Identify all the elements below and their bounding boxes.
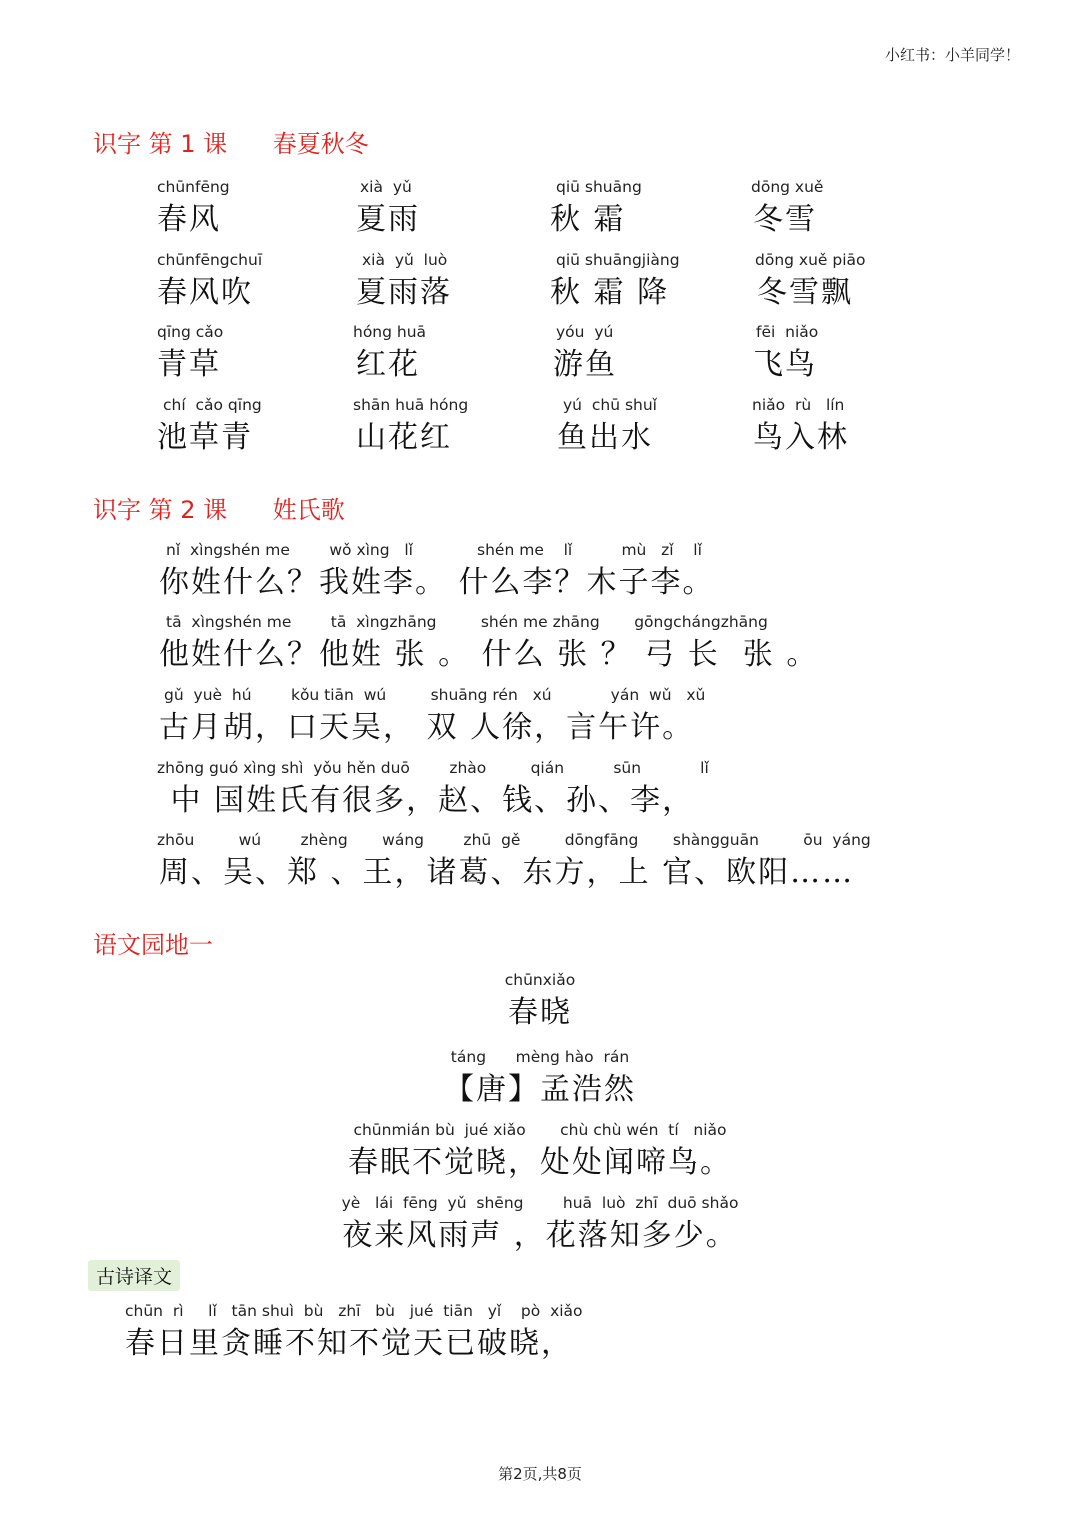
pinyin: chūnfēngchuī — [157, 251, 263, 269]
poem-title: 春晓 — [508, 995, 572, 1030]
verse-line: 古月胡，口天吴， 双 人徐，言午许。 — [159, 710, 695, 745]
word: 秋 霜 降 — [550, 275, 670, 310]
pinyin: dōng xuě — [751, 178, 824, 196]
poem-line-pinyin: yè lái fēng yǔ shēng huā luò zhī duō shǎo — [341, 1194, 739, 1212]
pinyin-line: gǔ yuè hú kǒu tiān wú shuāng rén xú yán wǔ xǔ — [164, 686, 706, 704]
pinyin-line: zhōng guó xìng shì yǒu hěn duō zhào qián sūn lǐ — [157, 759, 709, 777]
lesson2-number: 识字 第 2 课 — [93, 496, 228, 524]
poem-line-pinyin: chūnmián bù jué xiǎo chù chù wén tí niǎo — [353, 1121, 727, 1139]
pinyin-line: zhōu wú zhèng wáng zhū gě dōngfāng shàngguān ōu yáng — [157, 831, 871, 849]
pinyin: yóu yú — [556, 323, 614, 341]
pinyin: qīng cǎo — [157, 323, 224, 341]
word: 青草 — [157, 347, 221, 382]
lesson1-number: 识字 第 1 课 — [93, 130, 228, 158]
lesson2-topic: 姓氏歌 — [272, 496, 345, 524]
translation-badge: 古诗译文 — [88, 1260, 180, 1291]
word: 鱼出水 — [557, 420, 653, 455]
pinyin: niǎo rù lín — [752, 396, 845, 414]
lesson2-title — [93, 490, 345, 525]
pinyin: dōng xuě piāo — [755, 251, 866, 269]
lesson1-title — [93, 124, 369, 159]
word: 秋 霜 — [550, 202, 626, 237]
word: 池草青 — [157, 420, 253, 455]
poem-line: 春眠不觉晓，处处闻啼鸟。 — [348, 1145, 732, 1180]
poem-author-pinyin: táng mèng hào rán — [450, 1048, 630, 1066]
word: 春风吹 — [157, 275, 253, 310]
pinyin-line: nǐ xìngshén me wǒ xìng lǐ shén me lǐ mù zǐ lǐ — [166, 541, 702, 559]
word: 春风 — [157, 202, 221, 237]
pinyin: shān huā hóng — [353, 396, 469, 414]
verse-line: 他姓什么？他姓 张 。 什么 张 ？ 弓 长 张 。 — [159, 637, 819, 672]
pinyin: yú chū shuǐ — [563, 396, 657, 414]
lesson1-topic: 春夏秋冬 — [272, 130, 369, 158]
pinyin: xià yǔ luò — [362, 251, 448, 269]
word: 山花红 — [356, 420, 452, 455]
poem-author: 【唐】孟浩然 — [444, 1072, 636, 1107]
word: 鸟入林 — [753, 420, 849, 455]
garden-title: 语文园地一 — [93, 931, 213, 959]
verse-line: 你姓什么？我姓李。 什么李？木子李。 — [159, 565, 715, 600]
pinyin: xià yǔ — [360, 178, 412, 196]
verse-line: 周、吴、郑 、王，诸葛、东方，上 官、欧阳…… — [159, 855, 855, 890]
word: 飞鸟 — [753, 347, 817, 382]
word: 红花 — [356, 347, 420, 382]
page-number: 第2页,共8页 — [498, 1465, 582, 1483]
pinyin: hóng huā — [353, 323, 427, 341]
pinyin: chí cǎo qīng — [163, 396, 262, 414]
poem-line: 夜来风雨声 ，花落知多少。 — [342, 1218, 738, 1253]
pinyin: fēi niǎo — [756, 323, 819, 341]
word: 夏雨 — [356, 202, 420, 237]
translation-line: 春日里贪睡不知不觉天已破晓， — [125, 1326, 573, 1361]
pinyin: chūnfēng — [157, 178, 230, 196]
word: 冬雪飘 — [757, 275, 853, 310]
word: 游鱼 — [553, 347, 617, 382]
pinyin: qiū shuāng — [556, 178, 642, 196]
pinyin-line: tā xìngshén me tā xìngzhāng shén me zhāng gōngchángzhāng — [166, 613, 768, 631]
header-note: 小红书：小羊同学！ — [884, 46, 1020, 64]
pinyin: qiū shuāngjiàng — [556, 251, 680, 269]
translation-pinyin: chūn rì lǐ tān shuì bù zhī bù jué tiān yǐ pò xiǎo — [125, 1302, 583, 1320]
word: 冬雪 — [753, 202, 817, 237]
poem-title-pinyin: chūnxiǎo — [504, 971, 576, 989]
word: 夏雨落 — [356, 275, 452, 310]
verse-line: 中 国姓氏有很多，赵、钱、孙、李， — [159, 783, 695, 818]
